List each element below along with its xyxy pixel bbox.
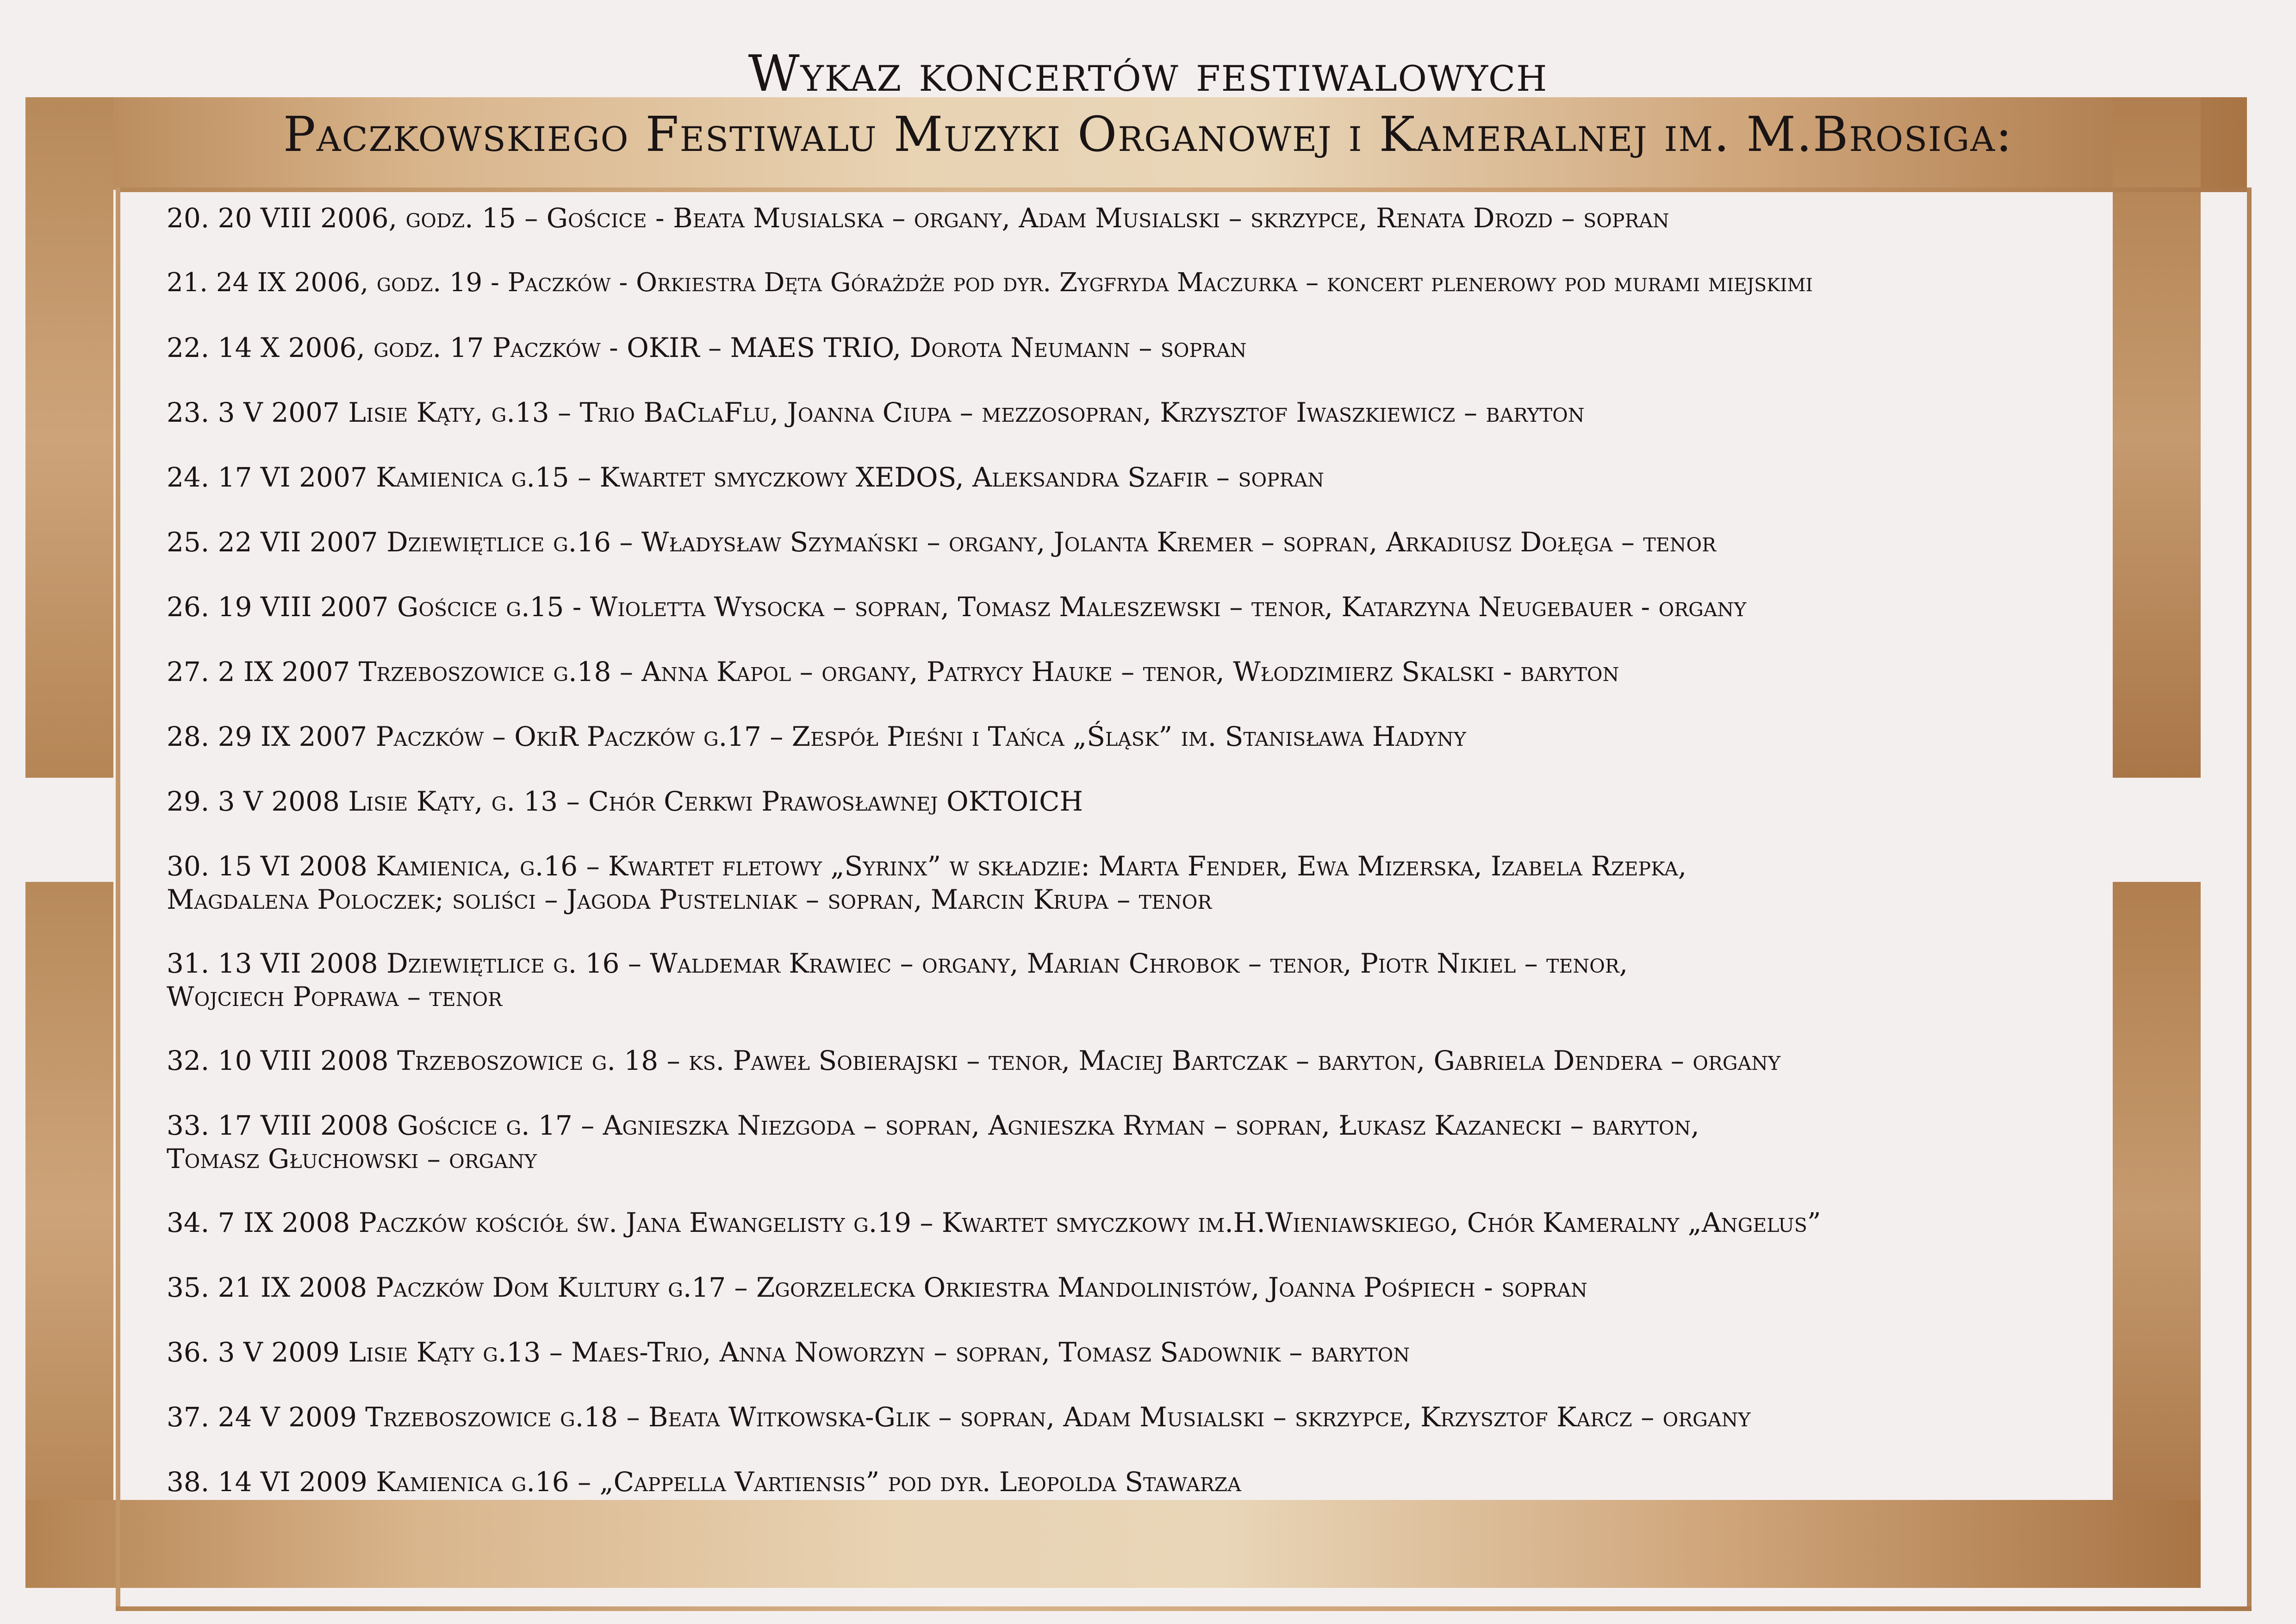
list-item-text: 33. 17 VIII 2008 Gościce g. 17 – Agnieszka Niezgoda – sopran, Agnieszka Ryman – sopran, Łukasz Kazanecki – baryton, (167, 1110, 1699, 1141)
list-item (167, 1044, 2226, 1077)
list-item (167, 785, 2226, 818)
list-item-text: Magdalena Poloczek; soliści – Jagoda Pustelniak – sopran, Marcin Krupa – tenor (167, 884, 1212, 915)
list-item (167, 201, 2226, 235)
list-item-text: 21. 24 IX 2006, godz. 19 - Paczków - Orkiestra Dęta Górażdże pod dyr. Zygfryda Maczurka – koncert plenerowy pod murami miejskimi (167, 268, 1813, 298)
list-item (167, 461, 2226, 494)
list-item-text: 26. 19 VIII 2007 Gościce g.15 - Wioletta Wysocka – sopran, Tomasz Maleszewski – tenor, Katarzyna Neugebauer - organy (167, 591, 1747, 623)
list-item (167, 1271, 2226, 1304)
concert-list (116, 190, 2226, 1509)
list-item (167, 1400, 2226, 1434)
list-item (167, 1465, 2226, 1499)
frame-outline-right (2247, 187, 2252, 1611)
list-item (167, 331, 2226, 364)
list-item-text: 29. 3 V 2008 Lisie Kąty, g. 13 – Chór Cerkwi Prawosławnej OKTOICH (167, 786, 1083, 817)
list-item (167, 525, 2226, 559)
list-item-text: Wojciech Poprawa – tenor (167, 981, 502, 1012)
frame-left-lower-bar (25, 882, 113, 1535)
title-block (0, 46, 2296, 162)
list-item-text: 28. 29 IX 2007 Paczków – OkiR Paczków g.17 – Zespół Pieśni i Tańca „Śląsk” im. Stanisława Hadyny (167, 721, 1466, 752)
list-item-text: 22. 14 X 2006, godz. 17 Paczków - OKIR – MAES TRIO, Dorota Neumann – sopran (167, 332, 1247, 363)
list-item (167, 1206, 2226, 1239)
page-subtitle: Paczkowskiego Festiwalu Muzyki Organowej i Kameralnej im. M.Brosiga: (283, 106, 2013, 162)
list-item (167, 266, 2226, 300)
list-item (167, 590, 2226, 624)
list-item-text: 23. 3 V 2007 Lisie Kąty, g.13 – Trio BaClaFlu, Joanna Ciupa – mezzosopran, Krzysztof Iwaszkiewicz – baryton (167, 397, 1585, 428)
list-item-text: 36. 3 V 2009 Lisie Kąty g.13 – Maes-Trio, Anna Noworzyn – sopran, Tomasz Sadownik – baryton (167, 1337, 1410, 1368)
list-item (167, 947, 2226, 1013)
list-item-text: 24. 17 VI 2007 Kamienica g.15 – Kwartet smyczkowy XEDOS, Aleksandra Szafir – sopran (167, 462, 1324, 493)
list-item (167, 849, 2226, 916)
list-item (167, 655, 2226, 688)
list-item-text: 20. 20 VIII 2006, godz. 15 – Gościce - Beata Musialska – organy, Adam Musialski – skrzypce, Renata Drozd – sopran (167, 202, 1669, 234)
frame-bottom-band (25, 1500, 2201, 1588)
list-item (167, 720, 2226, 753)
list-item (167, 1336, 2226, 1369)
list-item-text: 35. 21 IX 2008 Paczków Dom Kultury g.17 – Zgorzelecka Orkiestra Mandolinistów, Joanna Pośpiech - sopran (167, 1272, 1587, 1303)
list-item-text: 37. 24 V 2009 Trzeboszowice g.18 – Beata Witkowska-Glik – sopran, Adam Musialski – skrzypce, Krzysztof Karcz – organy (167, 1401, 1751, 1433)
list-item-text: 38. 14 VI 2009 Kamienica g.16 – „Cappella Vartiensis” pod dyr. Leopolda Stawarza (167, 1466, 1241, 1498)
list-item-text: 27. 2 IX 2007 Trzeboszowice g.18 – Anna Kapol – organy, Patrycy Hauke – tenor, Włodzimierz Skalski - baryton (167, 656, 1619, 687)
list-item-text: 32. 10 VIII 2008 Trzeboszowice g. 18 – ks. Paweł Sobierajski – tenor, Maciej Bartczak – baryton, Gabriela Dendera – organy (167, 1045, 1781, 1076)
frame-left-upper-bar (25, 97, 113, 778)
list-item-text: 30. 15 VI 2008 Kamienica, g.16 – Kwartet fletowy „Syrinx” w składzie: Marta Fender, Ewa Mizerska, Izabela Rzepka, (167, 850, 1687, 882)
page-title: Wykaz koncertów festiwalowych (748, 45, 1548, 103)
list-item-text: 34. 7 IX 2008 Paczków kościół św. Jana Ewangelisty g.19 – Kwartet smyczkowy im.H.Wieniawskiego, Chór Kameralny „Angelus” (167, 1207, 1821, 1238)
frame-outline-bottom (116, 1606, 2252, 1611)
list-item (167, 1109, 2226, 1175)
list-item-text: 25. 22 VII 2007 Dziewiętlice g.16 – Władysław Szymański – organy, Jolanta Kremer – sopran, Arkadiusz Dołęga – tenor (167, 526, 1717, 558)
list-item (167, 396, 2226, 429)
list-item-text: Tomasz Głuchowski – organy (167, 1143, 537, 1174)
list-item-text: 31. 13 VII 2008 Dziewiętlice g. 16 – Waldemar Krawiec – organy, Marian Chrobok – tenor, Piotr Nikiel – tenor, (167, 948, 1628, 979)
